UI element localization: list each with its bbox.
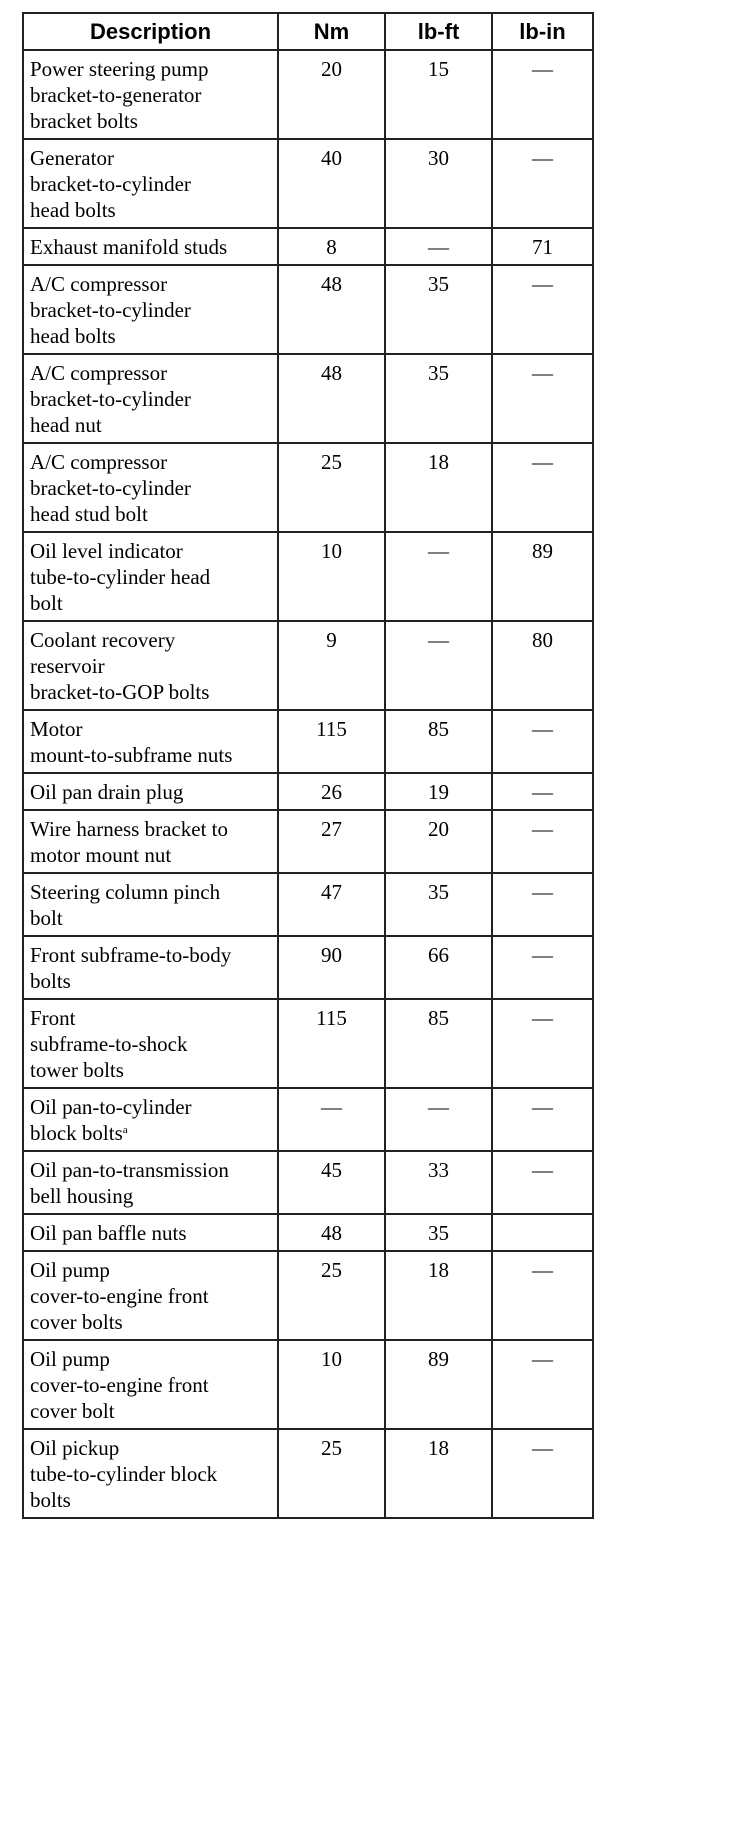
cell-lb-in: 71 (492, 228, 593, 265)
cell-nm: — (278, 1088, 385, 1151)
table-row (23, 228, 593, 265)
cell-lb-in: — (492, 1429, 593, 1518)
cell-nm: 45 (278, 1151, 385, 1214)
torque-spec-table (22, 12, 594, 1519)
cell-nm: 25 (278, 1251, 385, 1340)
table-row (23, 139, 593, 228)
cell-lb-in: — (492, 50, 593, 139)
table-row (23, 354, 593, 443)
cell-lb-ft: 35 (385, 1214, 492, 1251)
cell-lb-in: — (492, 139, 593, 228)
cell-lb-ft: 19 (385, 773, 492, 810)
cell-lb-in: — (492, 810, 593, 873)
cell-description (23, 710, 278, 773)
description-text: Steering column pinch bolt (30, 880, 221, 930)
cell-lb-in: — (492, 873, 593, 936)
cell-lb-ft: 35 (385, 873, 492, 936)
description-text: Oil pan drain plug (30, 780, 184, 804)
description-text: Oil pump cover-to-engine front cover bolt (30, 1347, 209, 1423)
cell-description (23, 139, 278, 228)
description-text: Generator bracket-to-cylinder head bolts (30, 146, 191, 222)
cell-lb-in (492, 1214, 593, 1251)
cell-description (23, 1088, 278, 1151)
table-row (23, 265, 593, 354)
description-text: Front subframe-to-body bolts (30, 943, 232, 993)
cell-nm: 115 (278, 999, 385, 1088)
cell-description (23, 228, 278, 265)
footnote-marker: a (122, 1124, 128, 1136)
table-header-row (23, 13, 593, 50)
description-text: Oil pump cover-to-engine front cover bolts (30, 1258, 209, 1334)
description-text: Front subframe-to-shock tower bolts (30, 1006, 188, 1082)
description-text: Oil level indicator tube-to-cylinder head bolt (30, 539, 211, 615)
cell-nm: 40 (278, 139, 385, 228)
cell-lb-ft: 18 (385, 443, 492, 532)
description-text: Oil pickup tube-to-cylinder block bolts (30, 1436, 218, 1512)
cell-description (23, 936, 278, 999)
cell-nm: 115 (278, 710, 385, 773)
header-lb-in: lb-in (492, 13, 593, 50)
description-text: Oil pan baffle nuts (30, 1221, 187, 1245)
cell-description (23, 532, 278, 621)
description-text: Motor mount-to-subframe nuts (30, 717, 233, 767)
cell-description (23, 1340, 278, 1429)
table-row (23, 50, 593, 139)
table-row (23, 810, 593, 873)
cell-lb-ft: 85 (385, 999, 492, 1088)
description-text: Wire harness bracket to motor mount nut (30, 817, 228, 867)
cell-lb-in: — (492, 936, 593, 999)
cell-nm: 48 (278, 1214, 385, 1251)
cell-nm: 20 (278, 50, 385, 139)
cell-lb-ft: 20 (385, 810, 492, 873)
description-text: A/C compressor bracket-to-cylinder head nut (30, 361, 191, 437)
cell-description (23, 873, 278, 936)
cell-nm: 10 (278, 532, 385, 621)
cell-nm: 48 (278, 354, 385, 443)
cell-nm: 9 (278, 621, 385, 710)
cell-description (23, 265, 278, 354)
cell-nm: 47 (278, 873, 385, 936)
description-text: Oil pan-to-cylinder block bolts (30, 1095, 192, 1145)
cell-lb-ft: — (385, 621, 492, 710)
table-row (23, 936, 593, 999)
cell-lb-ft: — (385, 228, 492, 265)
cell-description (23, 1151, 278, 1214)
cell-lb-ft: 15 (385, 50, 492, 139)
description-text: A/C compressor bracket-to-cylinder head bolts (30, 272, 191, 348)
cell-description (23, 1429, 278, 1518)
cell-lb-in: — (492, 999, 593, 1088)
cell-description (23, 999, 278, 1088)
description-text: Coolant recovery reservoir bracket-to-GOP bolts (30, 628, 210, 704)
cell-nm: 8 (278, 228, 385, 265)
cell-lb-in: — (492, 773, 593, 810)
cell-lb-ft: 18 (385, 1251, 492, 1340)
table-row (23, 1340, 593, 1429)
cell-lb-ft: 35 (385, 354, 492, 443)
cell-nm: 10 (278, 1340, 385, 1429)
cell-lb-ft: — (385, 1088, 492, 1151)
cell-lb-in: — (492, 354, 593, 443)
table-row (23, 773, 593, 810)
description-text: Exhaust manifold studs (30, 235, 228, 259)
table-row (23, 1151, 593, 1214)
cell-lb-ft: 35 (385, 265, 492, 354)
cell-lb-ft: 30 (385, 139, 492, 228)
cell-lb-in: — (492, 265, 593, 354)
cell-lb-in: — (492, 1251, 593, 1340)
cell-lb-ft: 89 (385, 1340, 492, 1429)
cell-lb-in: — (492, 710, 593, 773)
cell-description (23, 1214, 278, 1251)
table-row (23, 1429, 593, 1518)
cell-lb-in: — (492, 1151, 593, 1214)
cell-lb-ft: 18 (385, 1429, 492, 1518)
description-text: Oil pan-to-transmission bell housing (30, 1158, 229, 1208)
cell-nm: 25 (278, 443, 385, 532)
table-row (23, 1088, 593, 1151)
cell-description (23, 810, 278, 873)
cell-lb-in: — (492, 1088, 593, 1151)
table-row (23, 873, 593, 936)
table-row (23, 1251, 593, 1340)
table-row (23, 999, 593, 1088)
description-text: A/C compressor bracket-to-cylinder head stud bolt (30, 450, 191, 526)
header-lb-ft: lb-ft (385, 13, 492, 50)
cell-description (23, 354, 278, 443)
cell-lb-in: — (492, 443, 593, 532)
cell-description (23, 443, 278, 532)
description-text: Power steering pump bracket-to-generator bracket bolts (30, 57, 209, 133)
cell-lb-in: — (492, 1340, 593, 1429)
cell-lb-in: 80 (492, 621, 593, 710)
table-row (23, 443, 593, 532)
cell-description (23, 1251, 278, 1340)
cell-nm: 48 (278, 265, 385, 354)
table-row (23, 532, 593, 621)
cell-lb-ft: 85 (385, 710, 492, 773)
table-row (23, 621, 593, 710)
cell-nm: 27 (278, 810, 385, 873)
cell-description (23, 621, 278, 710)
cell-nm: 25 (278, 1429, 385, 1518)
cell-lb-ft: 33 (385, 1151, 492, 1214)
table-row (23, 710, 593, 773)
cell-description (23, 50, 278, 139)
cell-description (23, 773, 278, 810)
header-description: Description (23, 13, 278, 50)
table-row (23, 1214, 593, 1251)
cell-nm: 26 (278, 773, 385, 810)
header-nm: Nm (278, 13, 385, 50)
cell-lb-in: 89 (492, 532, 593, 621)
cell-nm: 90 (278, 936, 385, 999)
cell-lb-ft: 66 (385, 936, 492, 999)
cell-lb-ft: — (385, 532, 492, 621)
table-body (23, 50, 593, 1518)
